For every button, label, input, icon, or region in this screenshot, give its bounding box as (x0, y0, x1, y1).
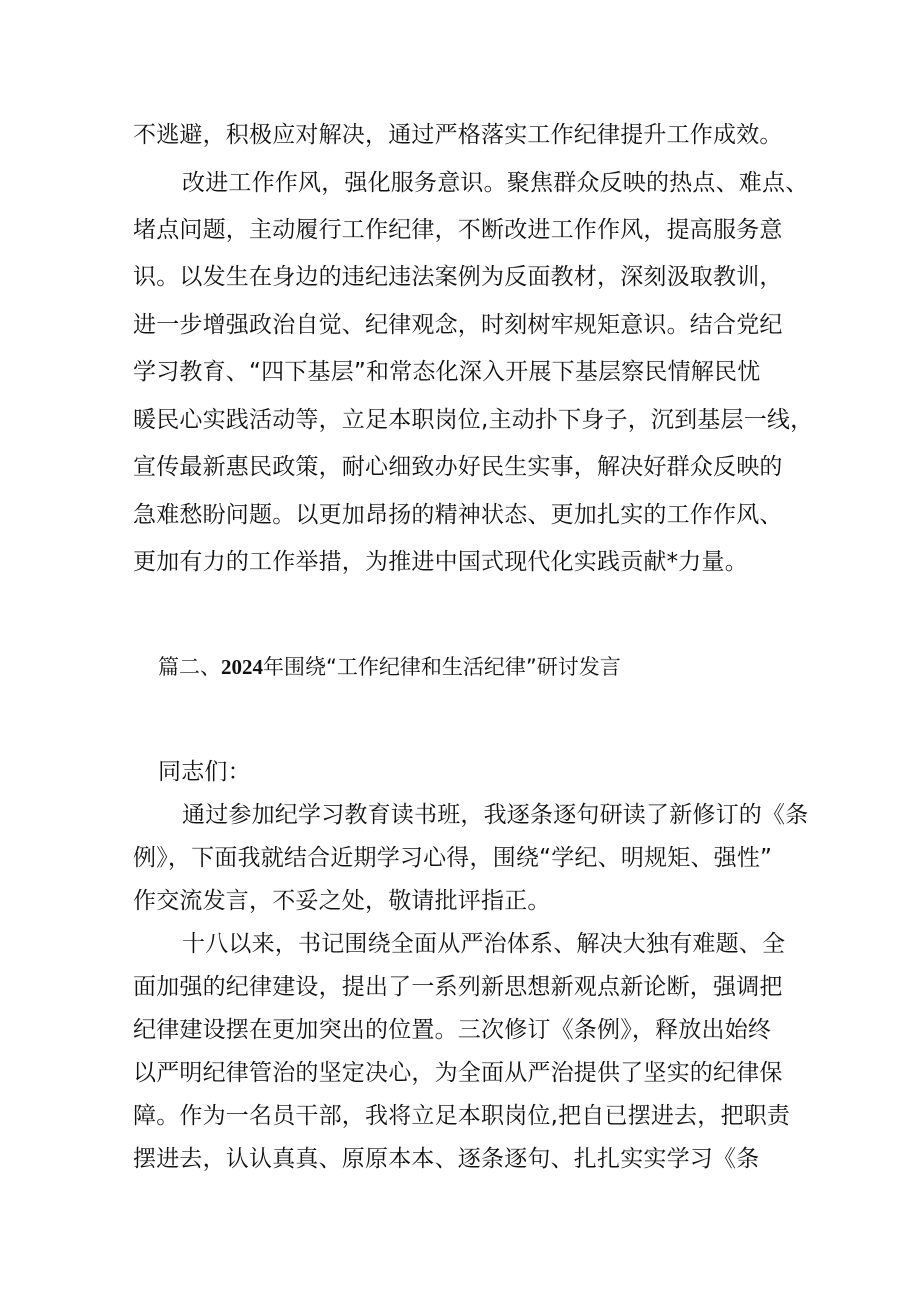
paragraph-line: 堵点问题，主动履行工作纪律，不断改进工作作风，提高服务意 (133, 217, 783, 243)
paragraph-line: 以严明纪律管治的坚定决心，为全面从严治提供了坚实的纪律保 (133, 1060, 783, 1086)
paragraph-line: 识。以发生在身边的违纪违法案例为反面教材，深刻汲取教训， (133, 264, 783, 290)
paragraph-line: 不逃避，积极应对解决，通过严格落实工作纪律提升工作成效。 (133, 122, 783, 148)
paragraph-line: 障。作为一名员干部，我将立足本职岗位,把自已摆进去，把职责 (133, 1103, 791, 1129)
paragraph-line: 纪律建设摆在更加突出的位置。三次修订《条例》，释放出始终 (133, 1017, 772, 1043)
heading-prefix: 篇二、 (158, 655, 221, 679)
paragraph-line: 急难愁盼问题。以更加昂扬的精神状态、更加扎实的工作作风、 (133, 502, 783, 528)
paragraph-line: 学习教育、“四下基层”和常态化深入开展下基层察民情解民忧 (133, 359, 761, 385)
paragraph-line: 更加有力的工作举措，为推进中国式现代化实践贡献*力量。 (133, 549, 748, 575)
paragraph-line: 宣传最新惠民政策，耐心细致办好民生实事，解决好群众反映的 (133, 454, 783, 480)
paragraph-line: 暖民心实践活动等，立足本职岗位,主动扑下身子，沉到基层一线， (133, 407, 814, 433)
section-heading (158, 652, 621, 682)
paragraph-line: 改进工作作风，强化服务意识。聚焦群众反映的热点、难点、 (182, 170, 809, 196)
paragraph-line: 面加强的纪律建设，提出了一系列新思想新观点新论断，强调把 (133, 974, 783, 1000)
paragraph-line: 通过参加纪学习教育读书班，我逐条逐句研读了新修订的《条 (182, 802, 809, 828)
heading-title: 年围绕“工作纪律和生活纪律”研讨发言 (263, 655, 621, 679)
paragraph-line: 作交流发言，不妥之处，敬请批评指正。 (133, 888, 551, 914)
paragraph-line: 十八以来，书记围绕全面从严治体系、解决大独有难题、全 (182, 931, 786, 957)
paragraph-line: 例》，下面我就结合近期学习心得，围绕“学纪、明规矩、强性” (133, 845, 773, 871)
paragraph-line: 进一步增强政治自觉、纪律观念，时刻树牢规矩意识。结合党纪 (133, 312, 783, 338)
paragraph-line: 摆进去，认认真真、原原本本、逐条逐句、扎扎实实学习《条 (133, 1146, 760, 1172)
salutation: 同志们： (158, 759, 251, 785)
heading-year: 2024 (221, 655, 263, 679)
